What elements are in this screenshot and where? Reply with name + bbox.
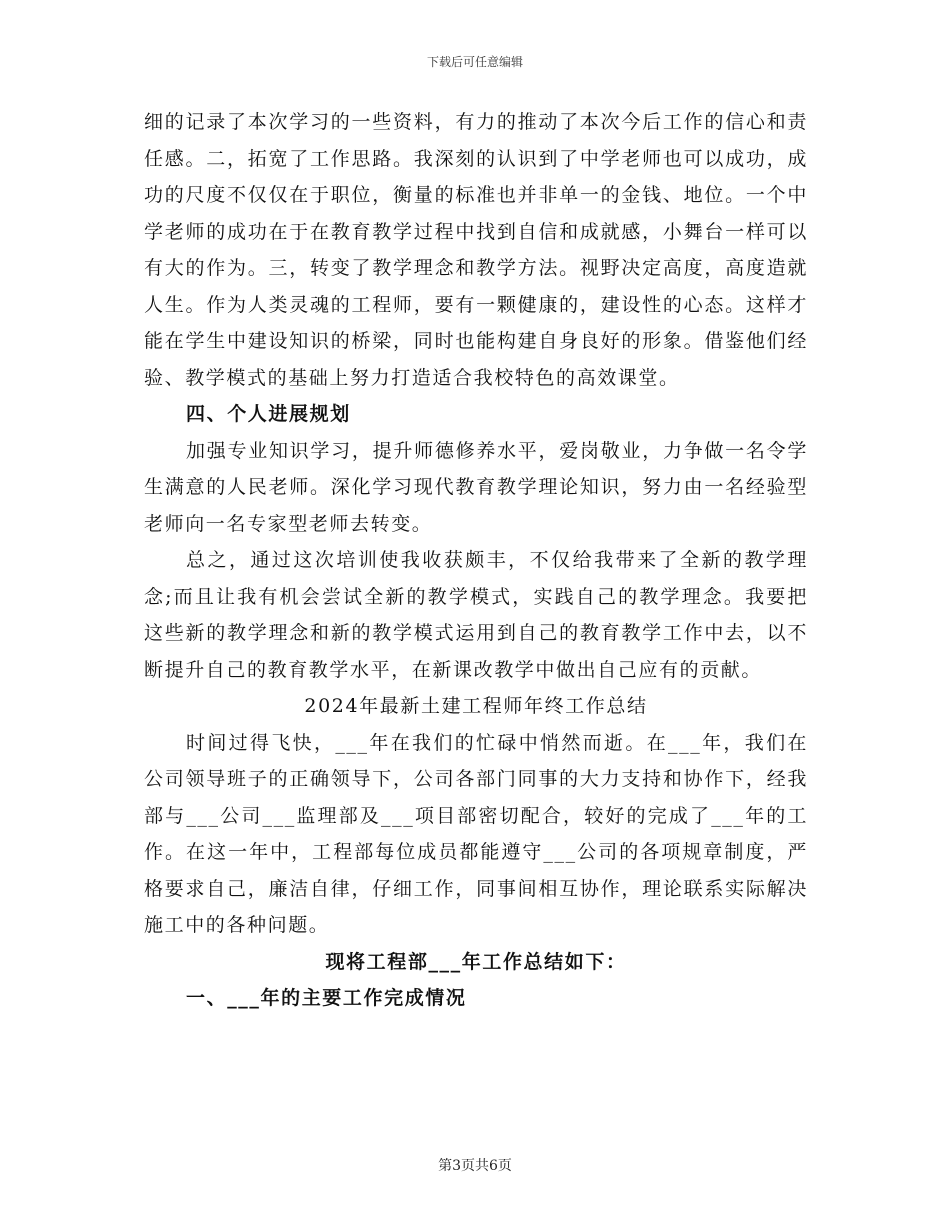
document-body	[144, 104, 808, 1017]
header-note: 下载后可任意编辑	[426, 55, 523, 69]
section-heading-main-work: 一、___年的主要工作完成情况	[186, 987, 467, 1009]
page-number: 第3页共6页	[438, 1158, 512, 1174]
paragraph-continued: 细的记录了本次学习的一些资料，有力的推动了本次今后工作的信心和责任感。二，拓宽了工作思路。我深刻的认识到了中学老师也可以成功，成功的尺度不仅仅在于职位，衡量的标准也并非单一的金钱、地位。一个中学老师的成功在于在教育教学过程中找到自信和成就感，小舞台一样可以有大的作为。三，转变了教学理念和教学方法。视野决定高度，高度造就人生。作为人类灵魂的工程师，要有一颗健康的，建设性的心态。这样才能在学生中建设知识的桥梁，同时也能构建自身良好的形象。借鉴他们经验、教学模式的基础上努力打造适合我校特色的高效课堂。	[144, 111, 808, 389]
paragraph-personal-plan: 加强专业知识学习，提升师德修养水平，爱岗敬业，力争做一名令学生满意的人民老师。深化学习现代教育教学理论知识，努力由一名经验型老师向一名专家型老师去转变。	[144, 439, 808, 535]
paragraph-intro: 时间过得飞快，___年在我们的忙碌中悄然而逝。在___年，我们在公司领导班子的正确领导下，公司各部门同事的大力支持和协作下，经我部与___公司___监理部及___项目部密切配合，较好的完成了___年的工作。在这一年中，工程部每位成员都能遵守___公司的各项规章制度，严格要求自己，廉洁自律，仔细工作，同事间相互协作，理论联系实际解决施工中的各种问题。	[144, 731, 808, 936]
document-title: 2024年最新土建工程师年终工作总结	[304, 695, 648, 717]
section-heading-personal-plan: 四、个人进展规划	[186, 403, 351, 425]
paragraph-conclusion: 总之，通过这次培训使我收获颇丰，不仅给我带来了全新的教学理念;而且让我有机会尝试全新的教学模式，实践自己的教学理念。我要把这些新的教学理念和新的教学模式运用到自己的教育教学工作中去，以不断提升自己的教育教学水平，在新课改教学中做出自己应有的贡献。	[144, 549, 808, 681]
summary-line: 现将工程部___年工作总结如下：	[325, 950, 627, 973]
